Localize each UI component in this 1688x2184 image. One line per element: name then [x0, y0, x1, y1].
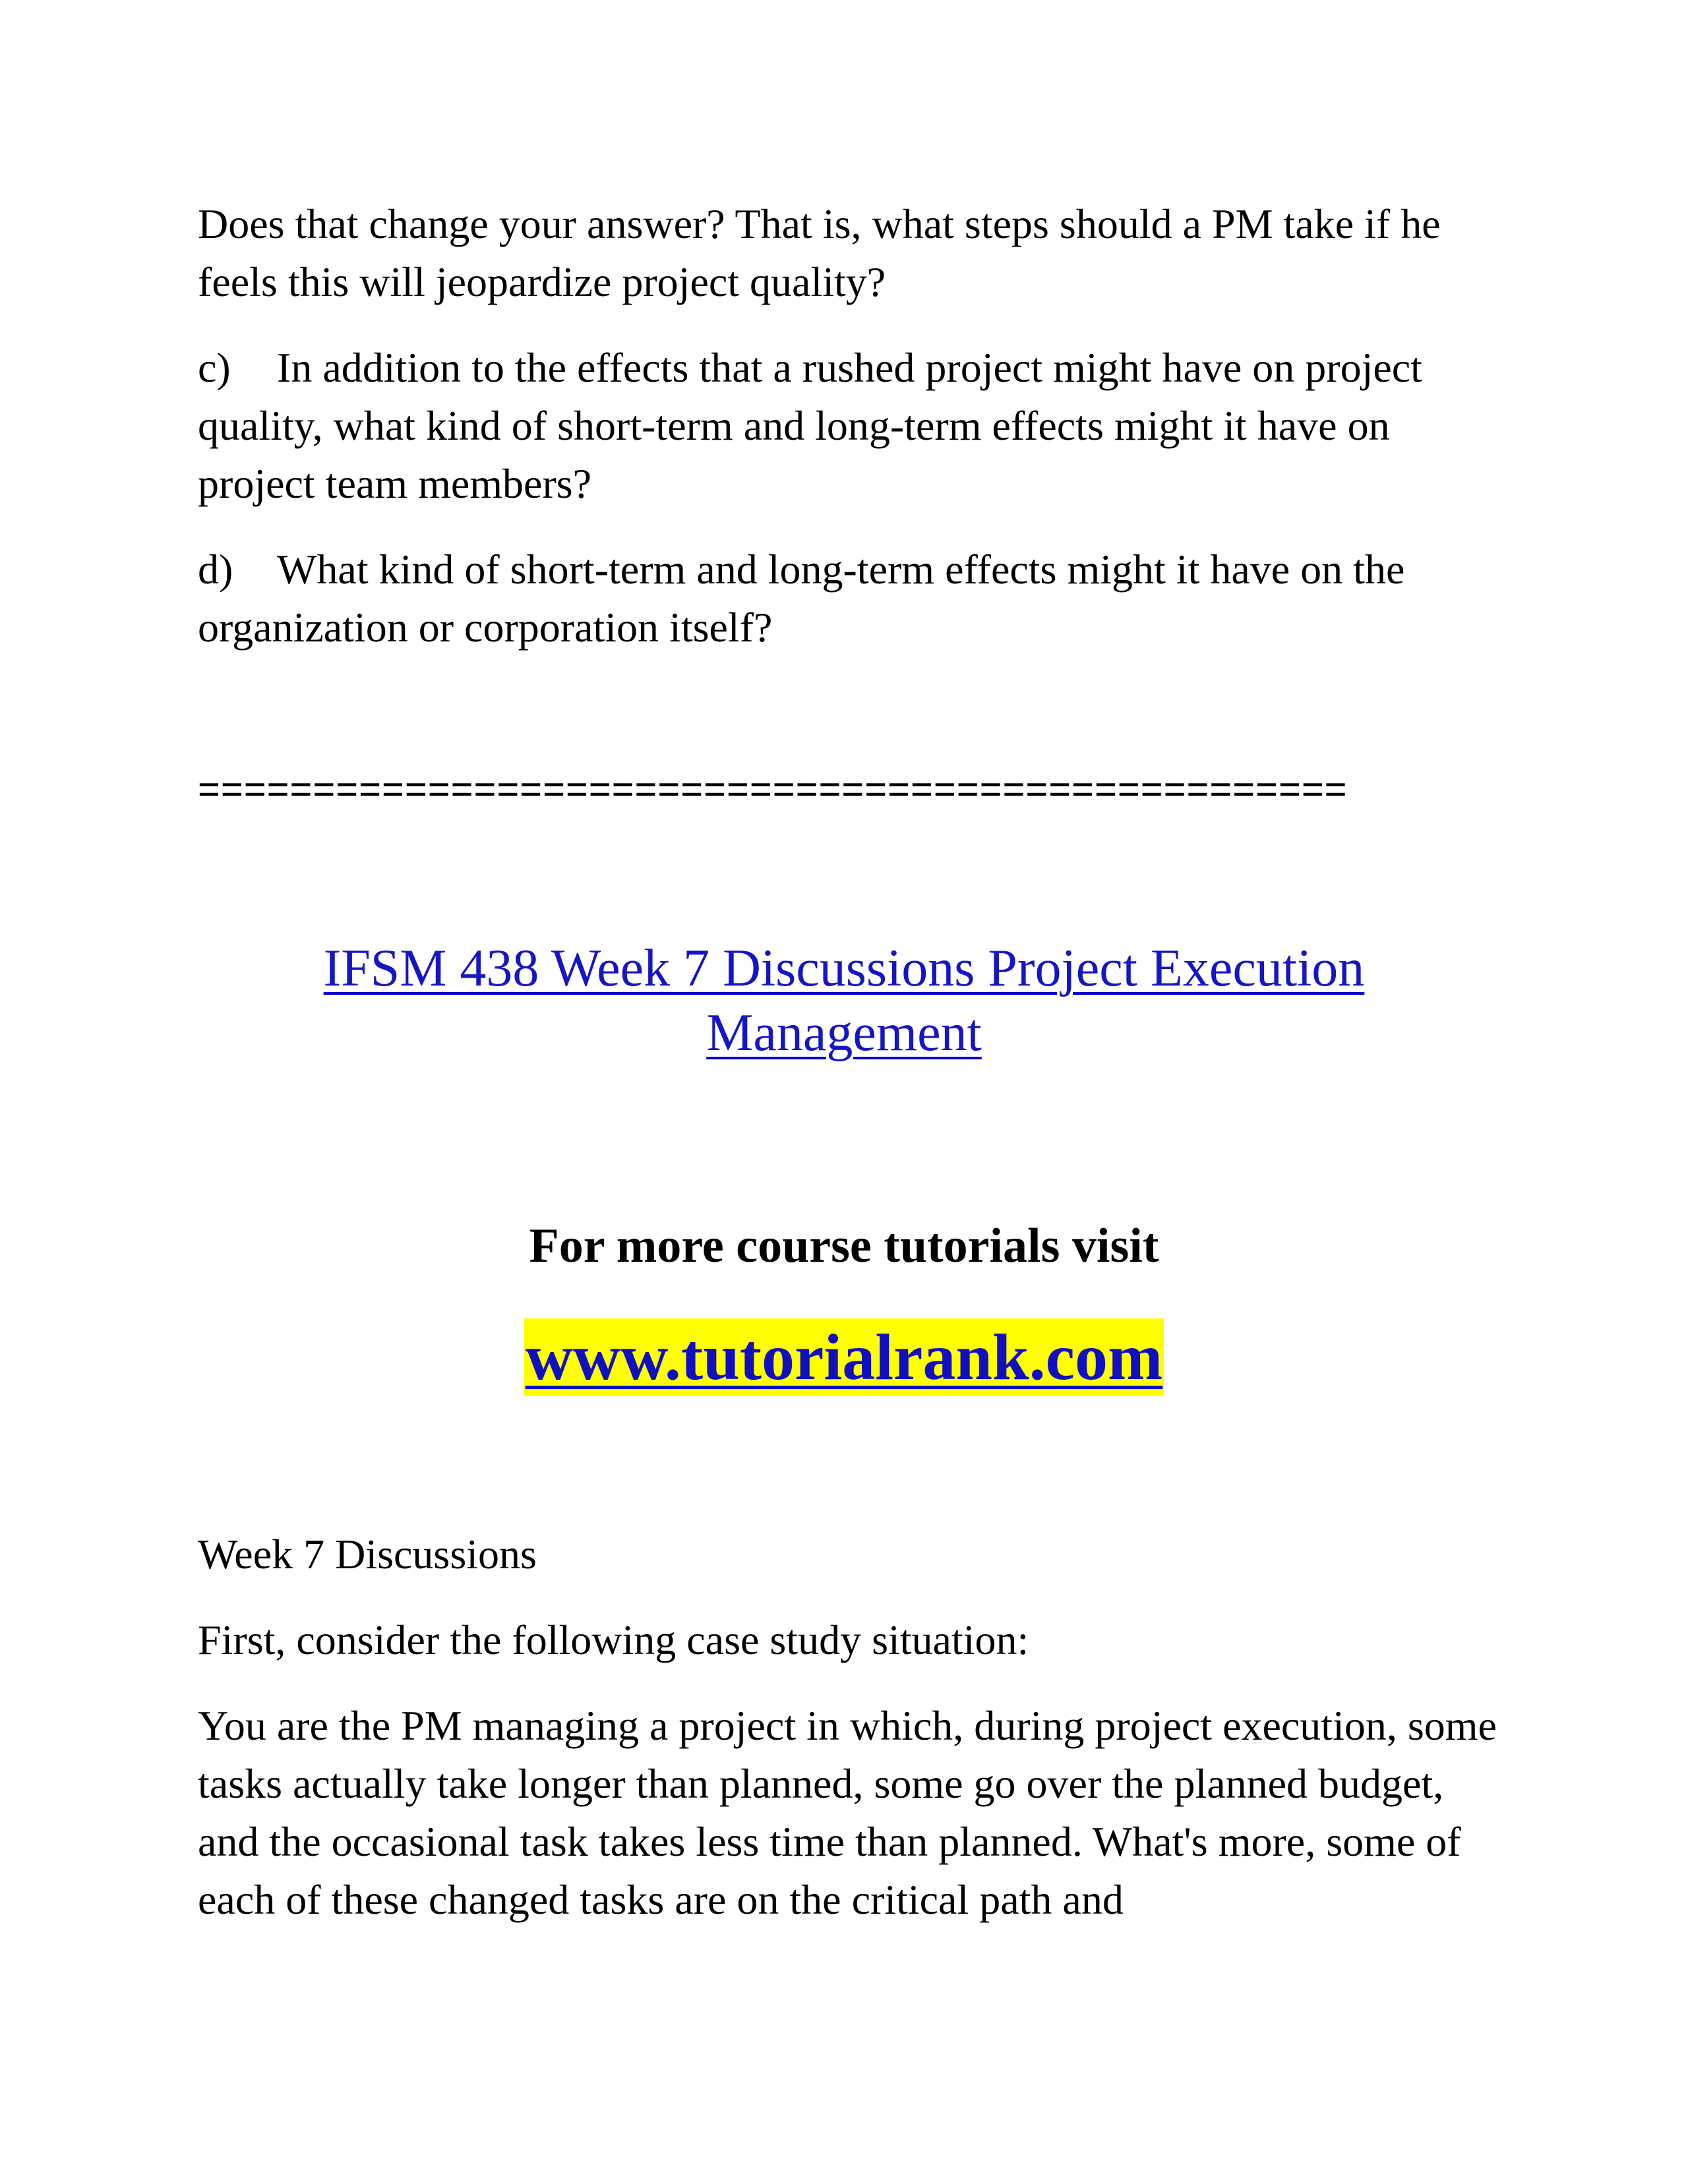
site-link-wrapper — [198, 1318, 1490, 1396]
list-item-d-label: d) — [198, 546, 233, 593]
separator-line: ================================================== — [198, 768, 1348, 811]
promo-heading: For more course tutorials visit — [529, 1219, 1159, 1273]
site-link[interactable]: www.tutorialrank.com — [524, 1318, 1164, 1396]
title-link[interactable] — [198, 936, 1490, 1065]
list-item-c-text: In addition to the effects that a rushed project might have on project quality, what kind of short-term and long-term effects might it have on project team members? — [198, 344, 1422, 507]
list-item-d — [198, 541, 1503, 657]
intro-paragraph: Does that change your answer? That is, what steps should a PM take if he feels this will jeopardize project quality? — [198, 200, 1441, 305]
title-link-line1[interactable]: IFSM 438 Week 7 Discussions Project Execution — [323, 939, 1365, 997]
consider-paragraph: First, consider the following case study situation: — [198, 1616, 1029, 1663]
list-item-d-text: What kind of short-term and long-term effects might it have on the organization or corporation itself? — [198, 546, 1405, 651]
title-link-line2[interactable]: Management — [706, 1004, 982, 1062]
list-item-c-label: c) — [198, 344, 231, 391]
case-paragraph: You are the PM managing a project in which, during project execution, some tasks actually take longer than planned, some go over the planned budget, and the occasional task takes less time than planned. What's more, some of each of these changed tasks are on the critical path and — [198, 1702, 1497, 1923]
week-heading: Week 7 Discussions — [198, 1531, 537, 1578]
list-item-c — [198, 339, 1503, 513]
